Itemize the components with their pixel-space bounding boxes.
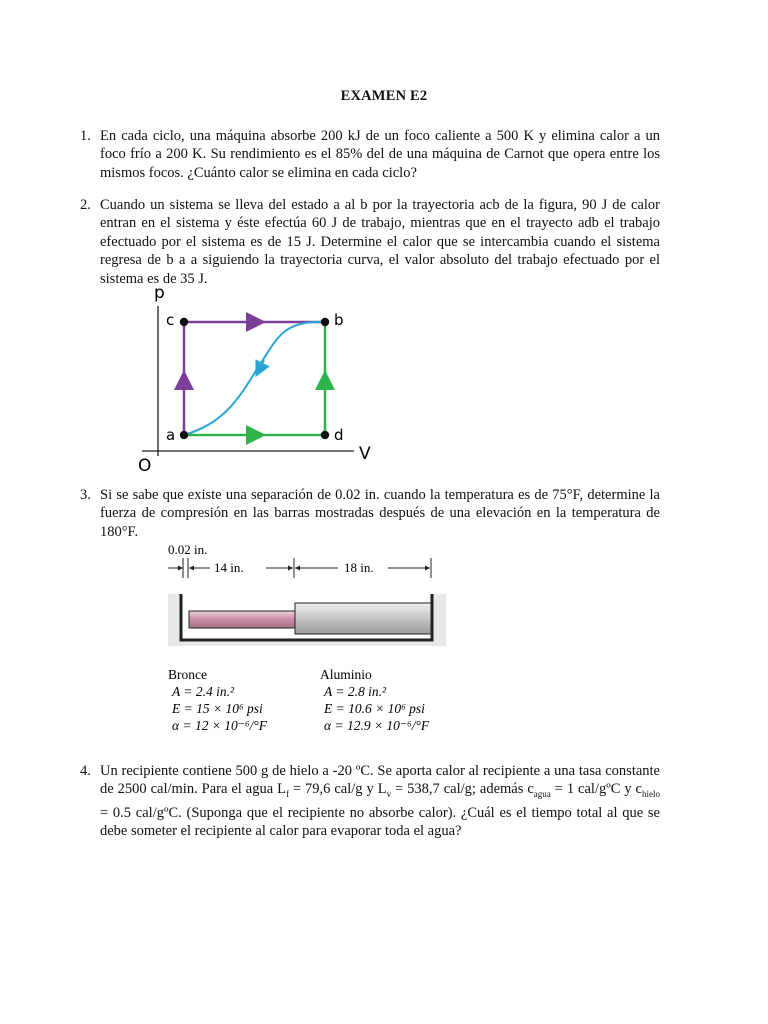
subscript-v: v (386, 789, 392, 800)
point-a-label: a (166, 426, 176, 444)
subscript-hielo: hielo (641, 789, 660, 800)
question-text: En cada ciclo, una máquina absorbe 200 kJ de un foco caliente a 500 K y elimina calor a un foco frío a 200 K. Su rendimiento es el 85% del de una máquina de Carnot que opera entre los mismos focos. ¿Cuánto calor se elimina en cada ciclo? (100, 128, 660, 181)
point-b-label: b (334, 311, 344, 329)
p-axis-label: p (154, 284, 165, 303)
dim-arrowhead (425, 566, 430, 571)
pv-diagram (132, 284, 372, 474)
question-text-part: = 79,6 cal/g y L (288, 781, 387, 798)
question-4 (80, 762, 660, 841)
exam-title: EXAMEN E2 (340, 88, 428, 104)
question-text-part: = 538,7 cal/g; además c (391, 781, 534, 798)
question-number: 4. (80, 763, 91, 779)
gap-label: 0.02 in. (168, 542, 208, 557)
wall-left (168, 594, 181, 646)
aluminum-name: Aluminio (320, 667, 372, 682)
bronze-bar (189, 611, 295, 628)
question-text: Si se sabe que existe una separación de 0.02 in. cuando la temperatura es de 75°F, determine la fuerza de compresión en las barras mostradas después de una elevación en la temperatura de 180°F. (100, 487, 660, 540)
question-text: Cuando un sistema se lleva del estado a al b por la trayectoria acb de la figura, 90 J de calor entran en el sistema y éste efectúa 60 J de trabajo, mientras que en el trayecto adb el trabajo efectuado por el sistema es de 15 J. Determine el calor que se intercambia cuando el sistema regresa de b a a siguiendo la trayectoria curva, el valor absoluto del trabajo efectuado por el sistema es de 35 J. (100, 197, 660, 287)
bronze-alpha: α = 12 × 10⁻⁶/°F (172, 718, 268, 733)
path-ba-curve (184, 322, 325, 435)
point-a-dot (180, 431, 188, 439)
question-number: 3. (80, 487, 91, 503)
bronze-modulus: E = 15 × 10⁶ psi (172, 701, 263, 716)
question-2 (80, 196, 660, 288)
question-text-part: Un recipiente contiene 500 g de hielo a -20 ºC. Se aporta calor al recipiente a una tasa constante de 2500 cal/min. Para el agua L (100, 763, 660, 798)
length-14-label: 14 in. (214, 560, 244, 575)
point-d-dot (321, 431, 329, 439)
question-number: 2. (80, 197, 91, 213)
subscript-f: f (285, 789, 289, 800)
question-text-part: = 0.5 cal/gºC. (Suponga que el recipiente no absorbe calor). ¿Cuál es el tiempo total al que se debe someter el recipiente al calor para evaporar toda el agua? (100, 804, 660, 840)
subscript-agua: agua (533, 789, 551, 800)
question-text (100, 762, 660, 841)
question-3 (80, 486, 660, 541)
bronze-area: A = 2.4 in.² (172, 684, 235, 699)
origin-label: O (138, 456, 152, 474)
v-axis-label: V (359, 444, 371, 464)
wall-right (432, 594, 446, 646)
aluminum-area: A = 2.8 in.² (324, 684, 387, 699)
point-b-dot (321, 318, 329, 326)
point-c-label: c (166, 311, 175, 329)
bars-figure (148, 540, 478, 740)
length-18-label: 18 in. (344, 560, 374, 575)
dim-arrowhead (288, 566, 293, 571)
aluminum-bar (295, 603, 431, 634)
dim-arrowhead (189, 566, 194, 571)
dim-arrowhead (295, 566, 300, 571)
aluminum-modulus: E = 10.6 × 10⁶ psi (324, 701, 425, 716)
question-1 (80, 127, 660, 182)
point-d-label: d (334, 426, 344, 444)
point-c-dot (180, 318, 188, 326)
question-number: 1. (80, 128, 91, 144)
gap-arrowhead (178, 566, 183, 571)
bronze-name: Bronce (168, 667, 207, 682)
aluminum-alpha: α = 12.9 × 10⁻⁶/°F (324, 718, 430, 733)
question-text-part: = 1 cal/gºC y c (550, 781, 642, 798)
